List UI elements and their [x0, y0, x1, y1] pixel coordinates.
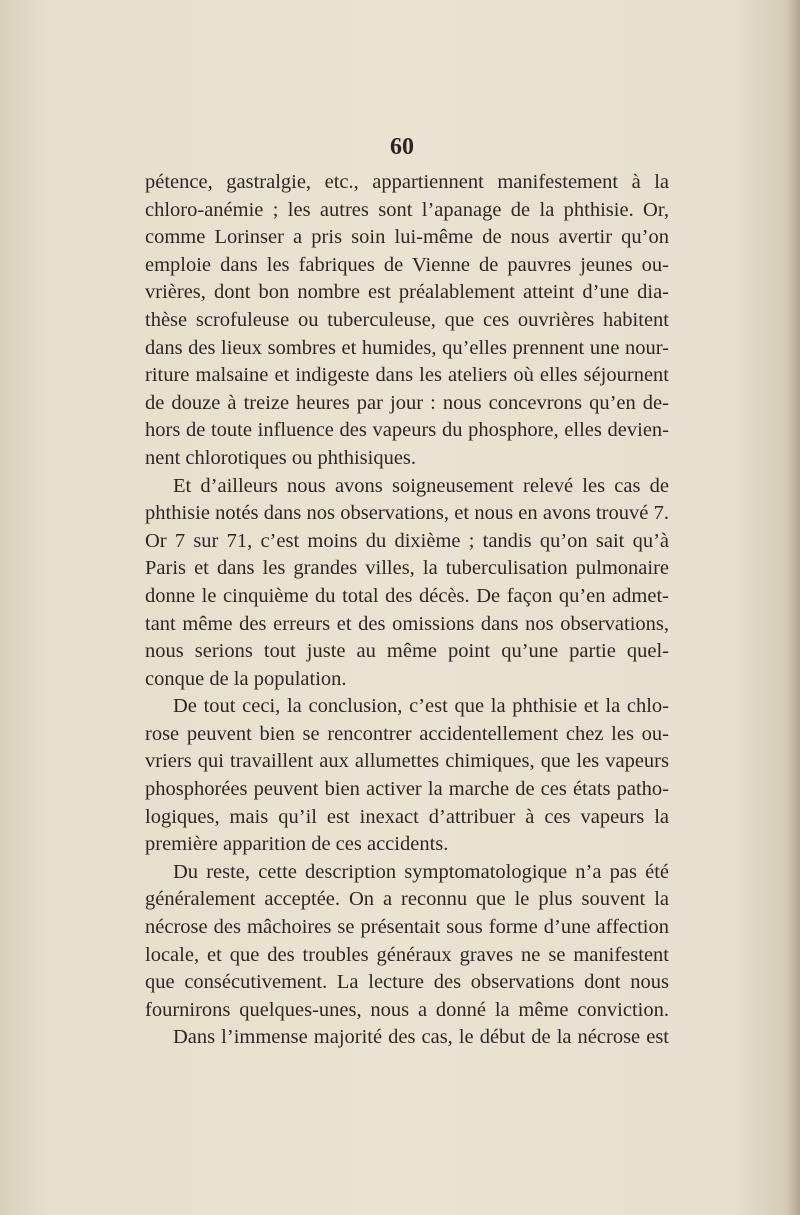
text-line: nent chlorotiques ou phthisiques. — [145, 446, 417, 469]
text-line: dans des lieux sombres et humides, qu’elles prennent une nour- — [145, 336, 669, 359]
text-line: Or 7 sur 71, c’est moins du dixième ; tandis qu’on sait qu’à — [145, 529, 669, 552]
text-line: généralement acceptée. On a reconnu que le plus souvent la — [145, 888, 669, 911]
text-line: phosphorées peuvent bien activer la marche de ces états patho- — [145, 778, 669, 801]
text-line: Et d’ailleurs nous avons soigneusement relevé les cas de — [173, 474, 669, 497]
page-number: 60 — [390, 134, 414, 160]
text-line: Dans l’immense majorité des cas, le début de la nécrose est — [173, 1026, 669, 1049]
text-line: nécrose des mâchoires se présentait sous forme d’une affection — [145, 916, 669, 939]
text-line: chloro-anémie ; les autres sont l’apanage de la phthisie. Or, — [145, 198, 669, 221]
text-line: rose peuvent bien se rencontrer accidentellement chez les ou- — [145, 722, 669, 745]
text-line: nous serions tout juste au même point qu’une partie quel- — [145, 640, 669, 663]
text-line: conque de la population. — [145, 667, 347, 690]
text-line: riture malsaine et indigeste dans les ateliers où elles séjournent — [145, 364, 669, 387]
text-line: locale, et que des troubles généraux graves ne se manifestent — [145, 943, 669, 966]
text-line: donne le cinquième du total des décès. De façon qu’en admet- — [145, 584, 669, 607]
text-line: thèse scrofuleuse ou tuberculeuse, que ces ouvrières habitent — [145, 308, 669, 331]
text-line: vrières, dont bon nombre est préalablement atteint d’une dia- — [145, 281, 669, 304]
text-line: emploie dans les fabriques de Vienne de pauvres jeunes ou- — [145, 253, 669, 276]
text-line: de douze à treize heures par jour : nous concevrons qu’en de- — [145, 391, 669, 414]
text-line: tant même des erreurs et des omissions dans nos observations, — [145, 612, 669, 635]
text-line: Paris et dans les grandes villes, la tuberculisation pulmonaire — [145, 557, 669, 580]
text-line: De tout ceci, la conclusion, c’est que la phthisie et la chlo- — [173, 695, 669, 718]
text-line: que consécutivement. La lecture des observations dont nous — [145, 971, 669, 994]
text-line: hors de toute influence des vapeurs du phosphore, elles devien- — [145, 419, 669, 442]
text-line: Du reste, cette description symptomatologique n’a pas été — [173, 860, 669, 883]
text-line: phthisie notés dans nos observations, et nous en avons trouvé 7. — [145, 502, 669, 525]
body-text — [145, 169, 669, 1052]
text-line: pétence, gastralgie, etc., appartiennent manifestement à la — [145, 171, 669, 193]
text-line: comme Lorinser a pris soin lui-même de nous avertir qu’on — [145, 226, 669, 249]
text-line: vriers qui travaillent aux allumettes chimiques, que les vapeurs — [145, 750, 669, 773]
text-line: fournirons quelques-unes, nous a donné la même conviction. — [145, 998, 669, 1021]
text-line: logiques, mais qu’il est inexact d’attribuer à ces vapeurs la — [145, 805, 669, 828]
text-line: première apparition de ces accidents. — [145, 833, 449, 856]
